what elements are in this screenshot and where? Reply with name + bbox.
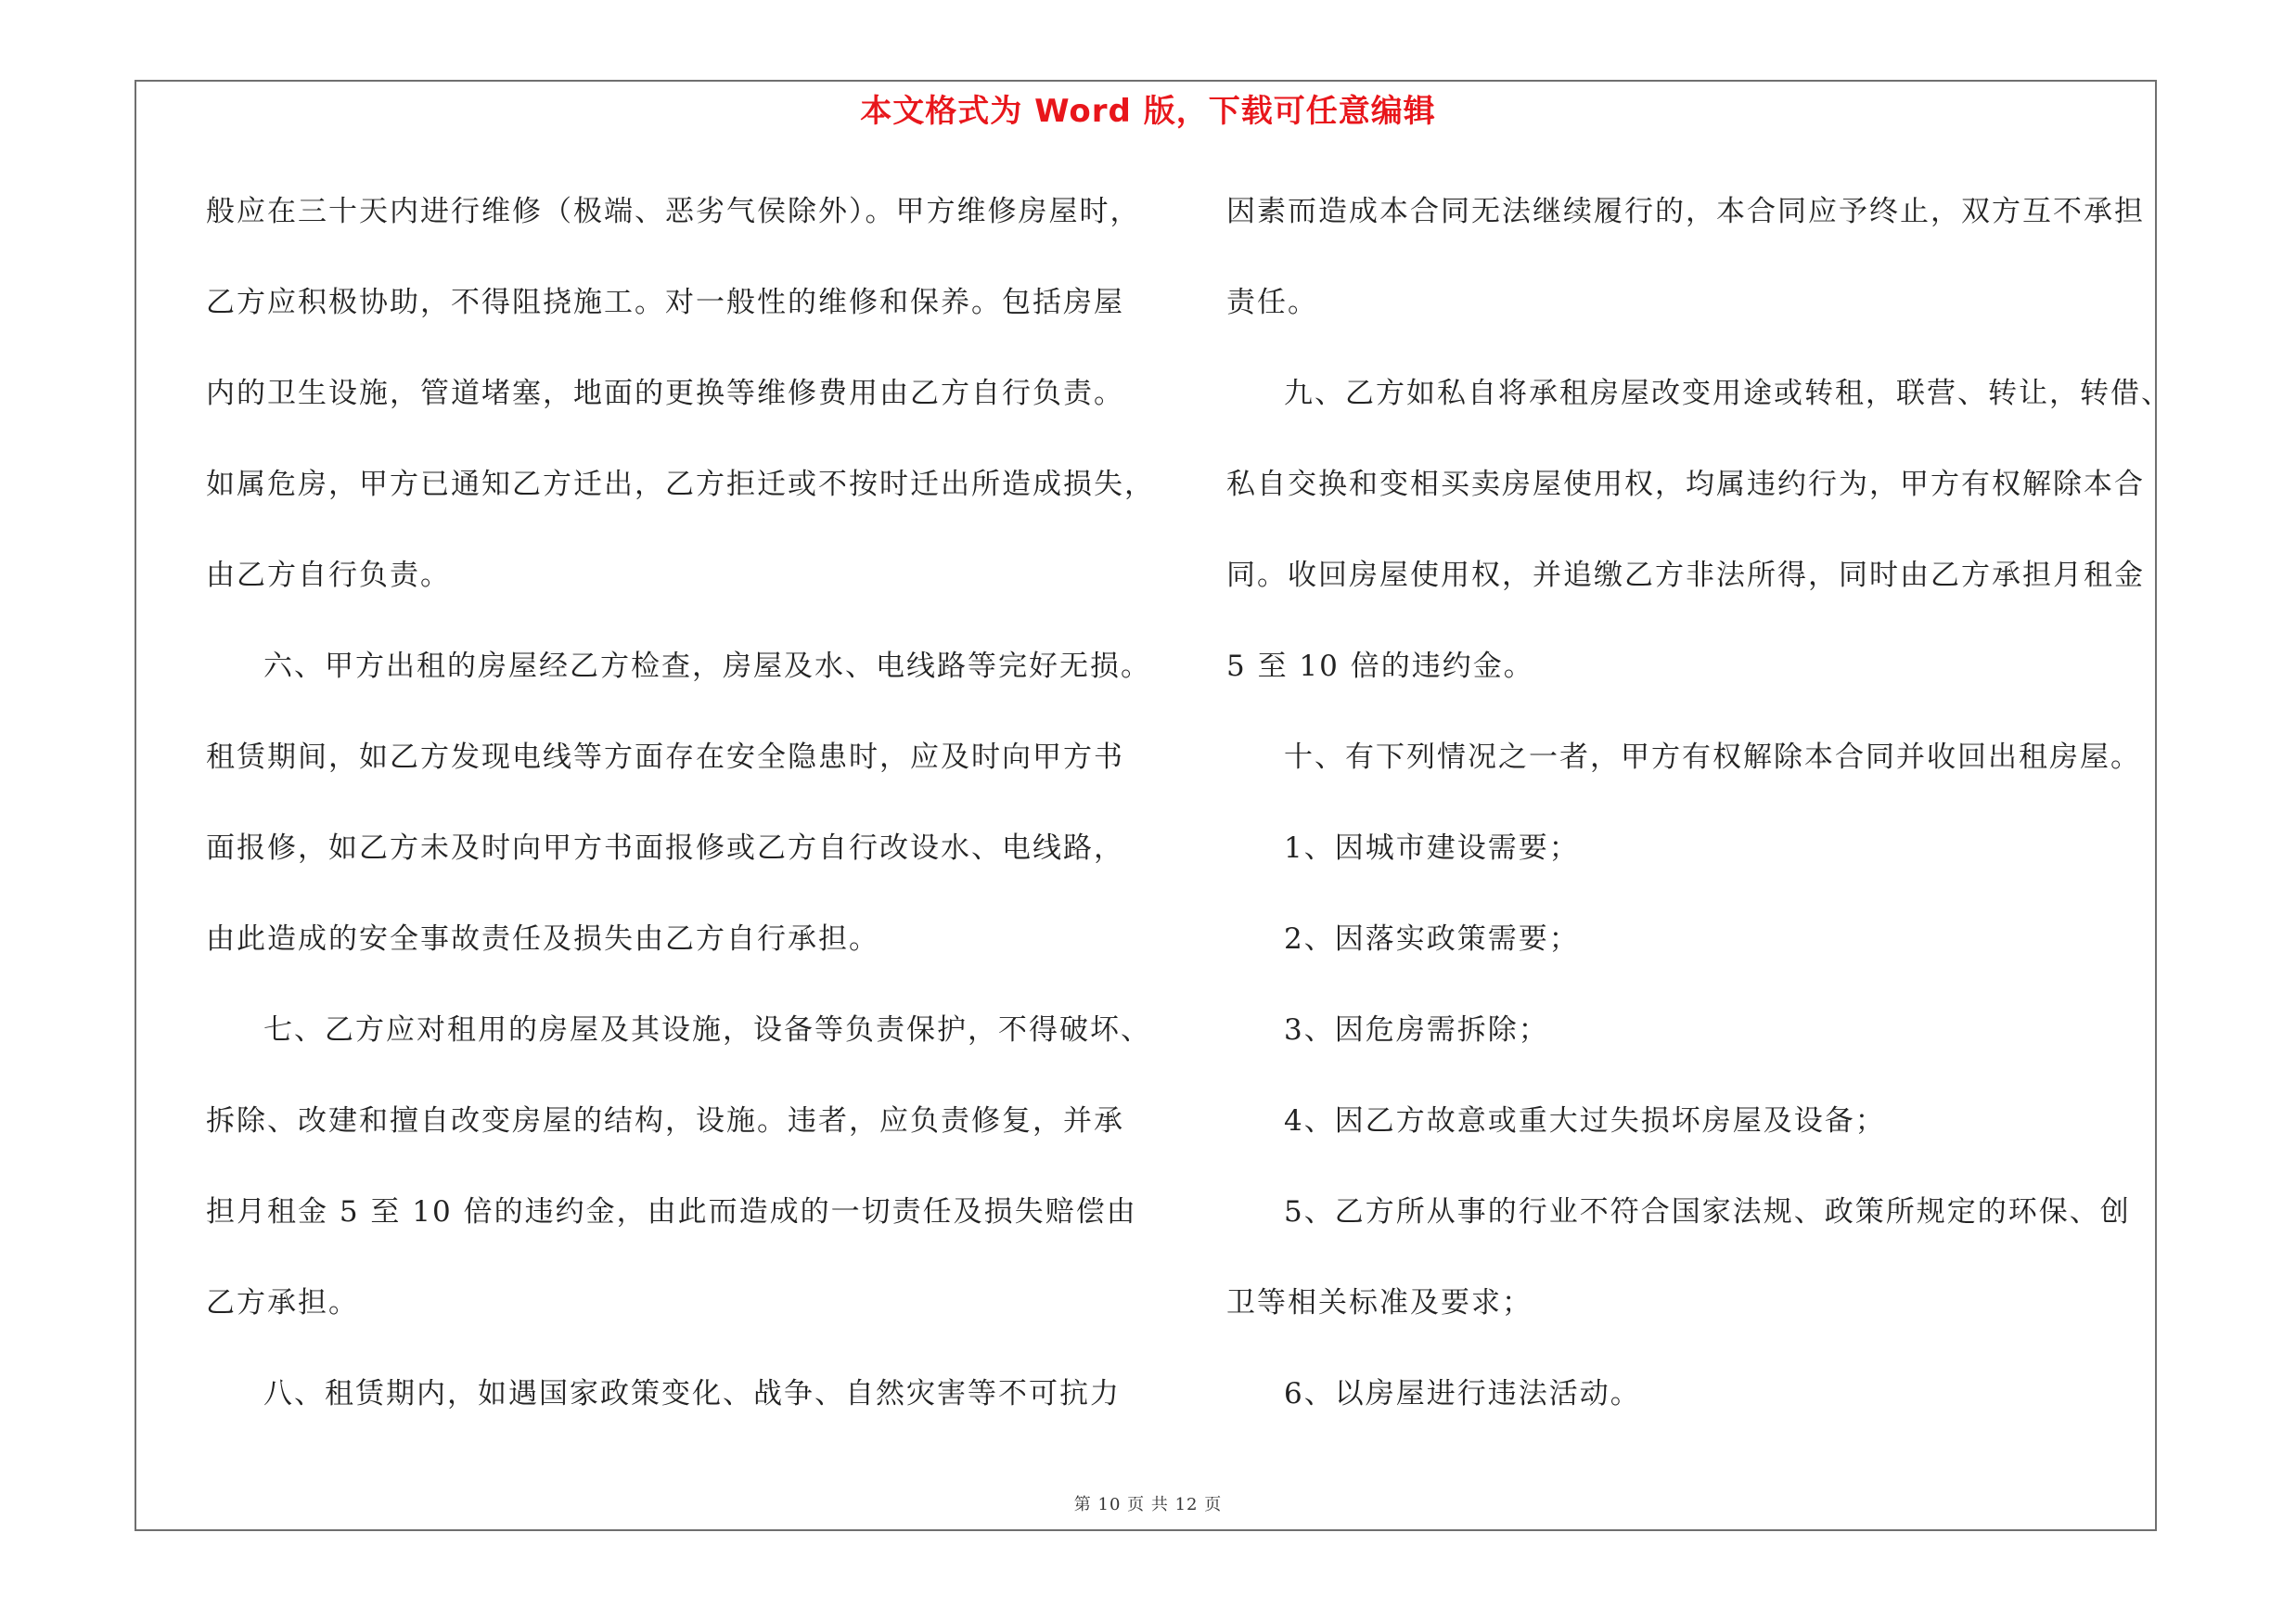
- right-column-line: 4、因乙方故意或重大过失损坏房屋及设备；: [1284, 1104, 1886, 1138]
- right-column-line: 5 至 10 倍的违约金。: [1226, 650, 1534, 683]
- left-column-line: 六、甲方出租的房屋经乙方检查，房屋及水、电线路等完好无损。: [263, 650, 1151, 683]
- right-column-line: 因素而造成本合同无法继续履行的，本合同应予终止，双方互不承担: [1226, 195, 2145, 228]
- right-column-line: 同。收回房屋使用权，并追缴乙方非法所得，同时由乙方承担月租金: [1226, 559, 2145, 592]
- left-column-line: 般应在三十天内进行维修（极端、恶劣气侯除外）。甲方维修房屋时，: [206, 195, 1141, 228]
- right-column-line: 2、因落实政策需要；: [1284, 922, 1580, 956]
- left-column-line: 由乙方自行负责。: [206, 559, 451, 592]
- right-column-line: 责任。: [1226, 286, 1318, 319]
- right-column-line: 1、因城市建设需要；: [1284, 831, 1580, 865]
- left-column-line: 乙方承担。: [206, 1286, 359, 1320]
- left-column-line: 面报修，如乙方未及时向甲方书面报修或乙方自行改设水、电线路，: [206, 831, 1124, 865]
- right-column-line: 卫等相关标准及要求；: [1226, 1286, 1533, 1320]
- right-column-line: 6、以房屋进行违法活动。: [1284, 1377, 1641, 1410]
- left-column-line: 内的卫生设施，管道堵塞，地面的更换等维修费用由乙方自行负责。: [206, 377, 1124, 410]
- left-column-line: 担月租金 5 至 10 倍的违约金，由此而造成的一切责任及损失赔偿由: [206, 1195, 1137, 1229]
- header-banner: 本文格式为 Word 版，下载可任意编辑: [860, 93, 1436, 130]
- left-column-line: 七、乙方应对租用的房屋及其设施，设备等负责保护，不得破坏、: [263, 1013, 1151, 1047]
- left-column-line: 八、租赁期内，如遇国家政策变化、战争、自然灾害等不可抗力: [263, 1377, 1121, 1410]
- left-column: [206, 184, 1155, 1457]
- right-column-line: 私自交换和变相买卖房屋使用权，均属违约行为，甲方有权解除本合: [1226, 468, 2145, 501]
- left-column-line: 乙方应积极协助，不得阻挠施工。对一般性的维修和保养。包括房屋: [206, 286, 1124, 319]
- right-column-line: 5、乙方所从事的行业不符合国家法规、政策所规定的环保、创: [1284, 1195, 2131, 1229]
- right-column-line: 九、乙方如私自将承租房屋改变用途或转租，联营、转让，转借、: [1284, 377, 2172, 410]
- left-column-line: 如属危房，甲方已通知乙方迁出，乙方拒迁或不按时迁出所造成损失，: [206, 468, 1155, 501]
- right-column-line: 3、因危房需拆除；: [1284, 1013, 1549, 1047]
- left-column-line: 由此造成的安全事故责任及损失由乙方自行承担。: [206, 922, 879, 956]
- right-column: [1226, 184, 2275, 1457]
- left-column-line: 拆除、改建和擅自改变房屋的结构，设施。违者，应负责修复，并承: [206, 1104, 1124, 1138]
- left-column-line: 租赁期间，如乙方发现电线等方面存在安全隐患时，应及时向甲方书: [206, 741, 1124, 774]
- right-column-line: 十、有下列情况之一者，甲方有权解除本合同并收回出租房屋。: [1284, 741, 2141, 774]
- page-footer: 第 10 页 共 12 页: [1073, 1495, 1223, 1514]
